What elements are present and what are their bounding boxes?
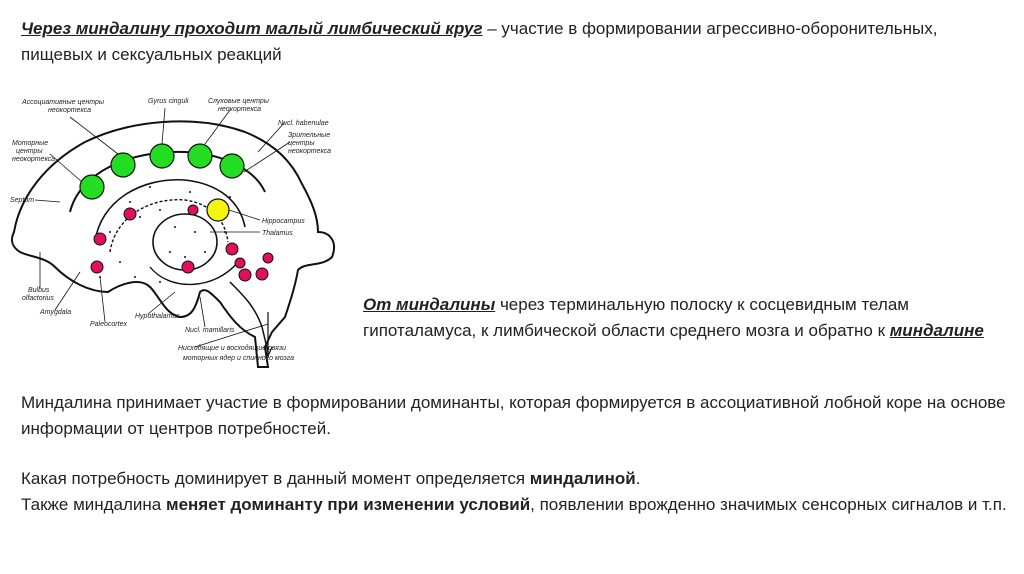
label-septum: Septum <box>10 197 35 204</box>
paleocortex-node <box>91 261 103 273</box>
dominant-line-1-bold: миндалиной <box>529 469 636 488</box>
paragraph-amygdala-pathway <box>363 292 1013 344</box>
paragraph-dominant-change <box>21 466 1011 518</box>
limbic-circle-text: – участие в формировании агрессивно-оборонительных, пищевых и сексуальных реакций <box>21 19 938 64</box>
visual-center-node <box>220 154 244 178</box>
nucl-node-3 <box>256 268 268 280</box>
paragraph-dominant: Миндалина принимает участие в формировании доминанты, которая формируется в ассоциативной лобной коре на основе информации от центров потребностей. <box>21 393 1006 438</box>
label-auditory: Слуховые центры <box>208 98 269 105</box>
nucl-node-1 <box>226 243 238 255</box>
gyrus-cinguli-node <box>150 144 174 168</box>
dominant-line-1 <box>21 466 1011 492</box>
amygdala-pathway-heading: От миндалины <box>363 295 496 314</box>
dominant-line-1-text: Какая потребность доминирует в данный момент определяется <box>21 469 530 488</box>
amygdala-pathway-end: миндалине <box>889 321 984 340</box>
label-thalamus: Thalamus <box>262 230 293 237</box>
paragraph-limbic-circle <box>21 16 1001 68</box>
label-paleocortex: Paleocortex <box>90 321 127 328</box>
label-hypothalamus: Hypothalamus <box>135 313 180 320</box>
label-assoc: Ассоциативные центры <box>22 99 105 106</box>
hypothalamus-node <box>182 261 194 273</box>
habenulae-node <box>263 253 273 263</box>
dominant-line-1-end: . <box>635 469 641 488</box>
label-habenulae: Nucl. habenulae <box>278 120 329 127</box>
label-auditory-2: неокортекса <box>218 106 262 113</box>
nucl-node-2 <box>235 258 245 268</box>
auditory-center-node <box>188 144 212 168</box>
hippocampus-node <box>207 199 229 221</box>
label-bulbus: Bulbus <box>28 287 50 294</box>
brainstem <box>230 282 268 352</box>
limbic-system-diagram <box>0 92 355 382</box>
label-visual: Зрительные <box>288 132 331 139</box>
label-gyrus: Gyrus cinguli <box>148 98 189 105</box>
label-visual-3: неокортекса <box>288 148 332 155</box>
assoc-center-node <box>111 153 135 177</box>
dominant-line-2 <box>21 492 1011 518</box>
septum-node <box>124 208 136 220</box>
label-mamillaris: Nucl. mamillaris <box>185 327 235 334</box>
label-motor-3: неокортекса <box>12 156 56 163</box>
motor-center-node <box>80 175 104 199</box>
label-descending-2: моторных ядер и спинного мозга <box>183 355 295 362</box>
label-amygdala: Amygdala <box>40 309 72 316</box>
dominant-line-2-bold: меняет доминанту при изменении условий <box>166 495 531 514</box>
label-bulbus-2: olfactorius <box>22 295 54 302</box>
amygdala-pathway-text: через терминальную полоску к сосцевидным телам гипоталамуса, к лимбической области среднего мозга и обратно к <box>363 295 909 340</box>
mamillary-node <box>239 269 251 281</box>
amygdala-node <box>94 233 106 245</box>
dominant-line-2-text: Также миндалина <box>21 495 166 514</box>
label-visual-2: центры <box>288 140 315 147</box>
label-motor: Моторные <box>12 140 49 147</box>
dominant-line-2-end: , появлении врожденно значимых сенсорных сигналов и т.п. <box>530 495 1007 514</box>
label-motor-2: центры <box>16 148 43 155</box>
label-descending: Нисходящие и восходящие связи <box>178 345 286 352</box>
label-assoc-2: неокортекса <box>48 107 92 114</box>
limbic-circle-heading: Через миндалину проходит малый лимбический круг <box>21 19 483 38</box>
label-hippocampus: Hippocampus <box>262 218 305 225</box>
thalamus-node <box>188 205 198 215</box>
